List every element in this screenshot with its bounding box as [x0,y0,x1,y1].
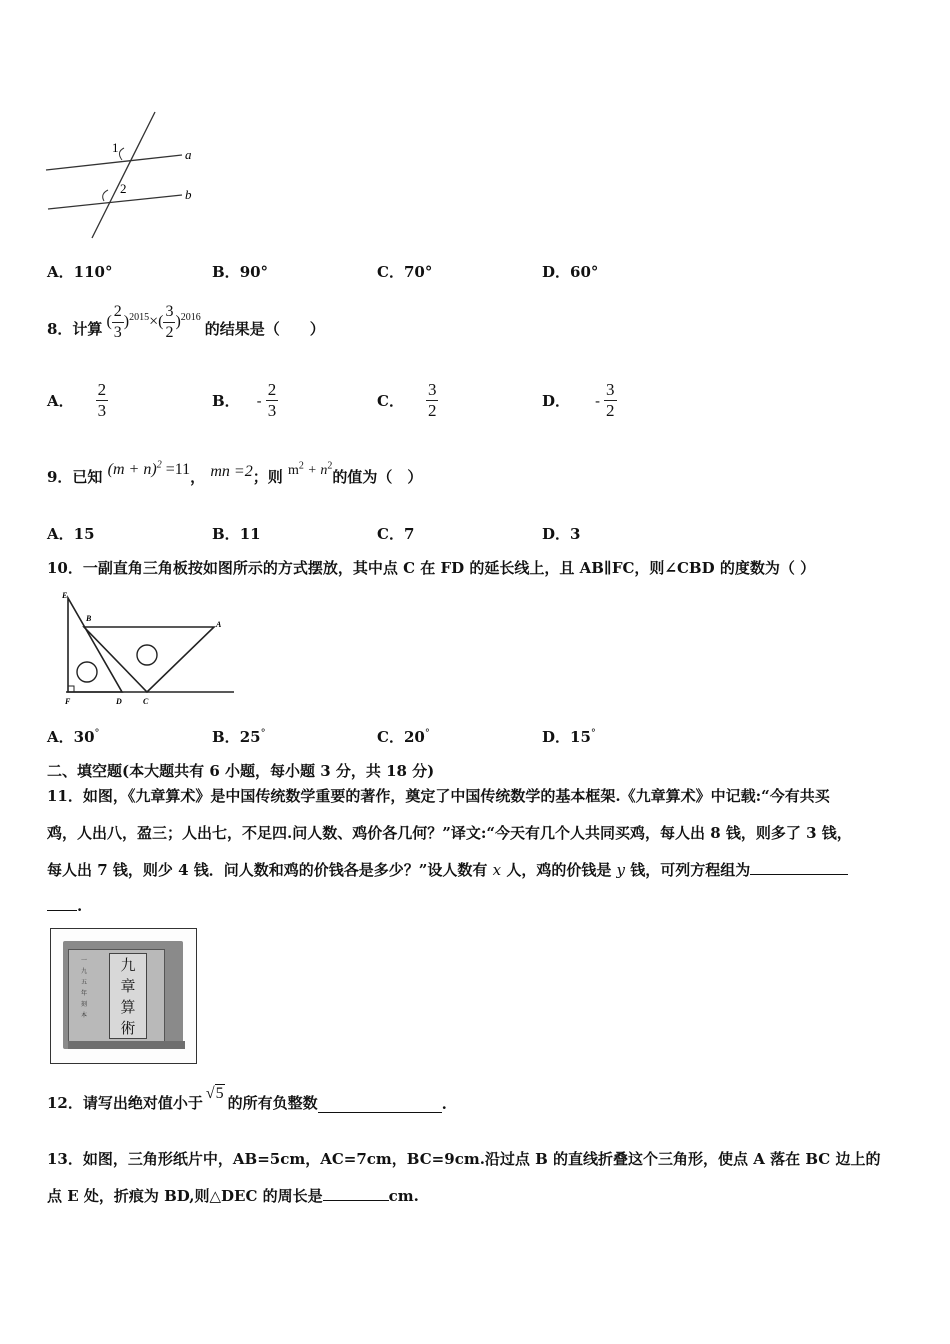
exponent: 2016 [180,311,201,323]
question-number: 9．已知 [47,468,103,486]
q11-line-1: 11．如图，《九章算术》是中国传统数学重要的著作，奠定了中国传统数学的基本框架.《九章算术》中记载:“今有共买 [47,787,830,805]
q8-option-d [542,380,617,421]
option-letter: A． [47,263,74,281]
set-squares-figure [56,590,241,712]
q8-expression: ( $\frac{2}{3}$ )$^{2015}$×( $\frac{3}{2}$ )$^{2016}$ [106,302,201,341]
frac-denominator: 2 [606,401,615,420]
question-suffix: 的结果是（ ） [204,319,325,338]
exponent: 2 [298,460,304,472]
exponent: 2015 [129,311,150,323]
sqrt-expression: √5 [205,1085,224,1102]
frac-denominator: 3 [113,323,122,341]
text-segment: cm. [388,1187,419,1205]
exponent: 2 [327,460,333,472]
times-symbol: × [149,312,159,330]
q7-option-b [212,261,268,282]
frac-numerator: 2 [267,380,277,399]
line-a-label: a [185,147,192,162]
option-letter: D． [542,728,571,746]
text-segment: 钱，可列方程组为 [625,861,751,879]
option-letter: D． [542,525,571,543]
text-segment: 每人出 7 钱，则少 4 钱．问人数和鸡的价钱各是多少？”设人数有 [47,861,493,879]
title-char: 章 [120,977,136,995]
section-heading: 二、填空题(本大题共有 6 小题，每小题 3 分，共 18 分) [47,762,435,780]
option-value: 11 [239,525,261,543]
radicand: 5 [215,1085,224,1102]
q12-stem [47,1085,447,1113]
angle-1-label: 1 [112,140,119,155]
frac-denominator: 2 [165,323,174,341]
title-char: 算 [120,998,136,1016]
option-letter: B． [212,263,240,281]
option-value: 15 [570,728,591,746]
answer-blank[interactable] [750,860,848,875]
hole-small-triangle [77,662,97,682]
q13-line-1: 13．如图，三角形纸片中，AB=5cm，AC=7cm，BC=9cm.沿过点 B 的直线折叠这个三角形，使点 A 落在 BC 边上的 [47,1150,881,1168]
option-letter: A． [47,728,74,746]
option-sign: - [256,391,262,410]
angle-1-arc [119,148,124,160]
label-d: D [116,697,122,706]
label-a: A [216,620,222,629]
question-suffix: 的所有负整数 [227,1094,318,1112]
q7-option-c [377,261,432,282]
exponent: 2 [156,459,162,471]
text-segment: 点 E 处，折痕为 BD,则△DEC 的周长是 [47,1187,323,1205]
text-segment: 人，鸡的价钱是 [501,861,617,879]
q9-expr1 [108,461,190,478]
q11-line-4 [47,896,82,915]
option-value: 60° [570,263,599,281]
q10-option-a [47,726,100,747]
frac-denominator: 2 [427,401,437,420]
angle-2-arc [103,190,108,201]
variable-x: x [492,861,502,879]
q9-option-d [542,523,580,544]
q10-option-d [542,726,596,747]
frac-numerator: 3 [427,380,437,399]
option-letter: B． [212,525,240,543]
q11-line-2: 鸡，人出八，盈三；人出七，不足四.问人数、鸡价各几何？”译文:“今天有几个人共同买鸡，每人出 8 钱，则多了 3 钱， [47,824,852,842]
q8-option-c [377,380,438,421]
q9-expr3 [287,460,333,478]
frac-numerator: 2 [112,302,124,323]
q7-option-a [47,261,112,282]
book-side-text: 一 九 五 年 刻 本 [81,957,88,1019]
option-value: 110° [73,263,113,281]
option-value: 25 [239,728,261,746]
frac-denominator: 3 [97,401,107,420]
expr-base: (m + n) [107,461,157,478]
q10-option-b [212,726,266,747]
q9-option-b [212,523,261,544]
book-title-label [109,953,147,1039]
q9-option-a [47,523,95,544]
degree-unit: ° [260,728,266,739]
option-letter: B． [212,728,240,746]
option-letter: D． [542,263,571,281]
hole-large-triangle [137,645,157,665]
frac-numerator: 3 [163,302,175,323]
frac-numerator: 3 [606,380,615,399]
right-angle-mark-f [68,686,74,692]
option-letter: C． [377,525,404,543]
option-letter: D． [542,392,571,410]
option-value: 70° [403,263,433,281]
option-value: 3 [570,525,581,543]
label-c: C [143,697,149,706]
q9-stem [47,459,423,487]
label-b: B [86,614,92,623]
angle-2-label: 2 [120,181,127,196]
degree-unit: ° [424,728,430,739]
option-value: 20 [403,728,425,746]
q8-stem [47,297,325,347]
comma: ， [190,468,206,486]
q10-stem: 10．一副直角三角板按如图所示的方式摆放，其中点 C 在 FD 的延长线上，且 AB∥FC，则∠CBD 的度数为（ ） [47,559,816,577]
option-letter: A． [47,392,74,410]
expr-m: m [287,463,299,478]
period: . [77,897,83,915]
degree-unit: ° [590,728,596,739]
book-spine-shadow [68,1041,185,1049]
parallel-lines-figure [40,108,210,243]
q9-expr2: mn =2 [210,463,253,480]
q10-option-c [377,726,430,747]
question-number: 8．计算 [47,319,103,338]
period: . [441,1095,447,1113]
option-letter: A． [47,525,74,543]
line-b [48,195,182,209]
line-b-label: b [185,187,192,202]
q11-line-3 [47,859,848,880]
answer-blank[interactable] [318,1098,442,1113]
title-char: 九 [120,956,136,974]
then-text: ；则 [252,468,283,486]
option-sign: - [594,391,601,410]
option-letter: C． [377,263,404,281]
degree-unit: ° [94,728,100,739]
line-a [46,155,182,170]
question-prefix: 12．请写出绝对值小于 [47,1094,203,1112]
question-suffix: 的值为（ ） [332,468,423,486]
option-letter: C． [377,728,404,746]
q9-option-c [377,523,414,544]
option-value: 90° [239,263,269,281]
label-f: F [65,697,71,706]
option-letter: C． [377,392,404,410]
jiuzhang-book-photo [50,928,197,1064]
expr-mid: + n [303,463,328,478]
q13-line-2 [47,1185,419,1206]
label-e: E [62,591,68,600]
variable-y: y [616,861,626,879]
q7-option-d [542,261,598,282]
transversal-line [92,112,155,238]
frac-numerator: 2 [97,380,107,399]
option-value: 7 [403,525,415,543]
frac-denominator: 3 [267,401,277,420]
q8-option-b [212,380,278,421]
expr-rhs: =11 [161,461,191,478]
option-value: 15 [73,525,95,543]
option-value: 30 [73,728,95,746]
q8-option-a [47,380,108,421]
answer-blank[interactable] [323,1186,389,1201]
title-char: 術 [120,1019,136,1037]
answer-blank-continued[interactable] [47,896,77,911]
option-letter: B． [212,392,240,410]
